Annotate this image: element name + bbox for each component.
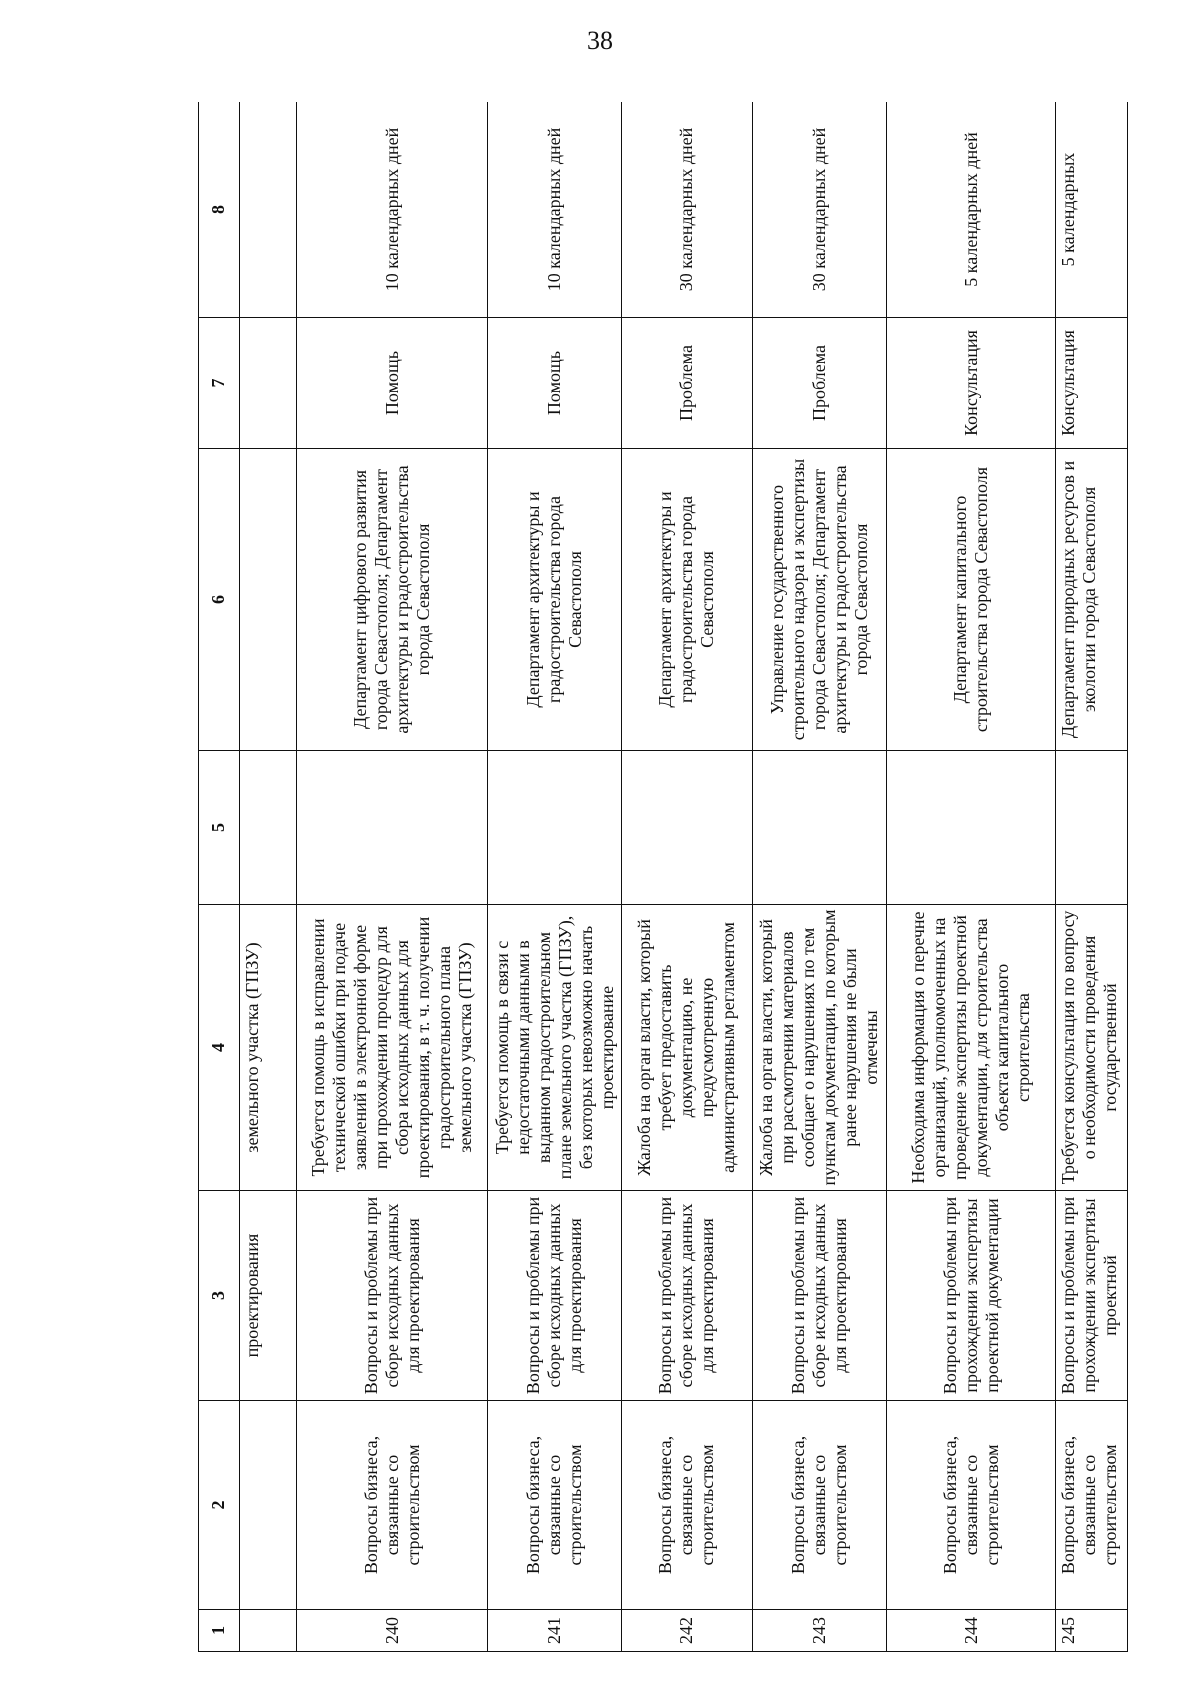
col5-cell (752, 751, 886, 905)
description-cell: Жалоба на орган власти, который при рассмотрении материалов сообщает о нарушениях по тем пунктам документации, по которым ранее нарушения не были отмечены (752, 905, 886, 1191)
topic-cell: Вопросы бизнеса, связанные со строительством (752, 1401, 886, 1610)
authority-cell: Департамент цифрового развития города Севастополя; Департамент архитектуры и градостроительства города Севастополя (297, 449, 488, 751)
row-number: 243 (752, 1610, 886, 1652)
description-cell: Необходима информация о перечне организаций, уполномоченных на проведение экспертизы проектной документации, для строительства объекта капитального строительства (886, 905, 1056, 1191)
cont-cell-5 (239, 751, 296, 905)
table-row (297, 102, 488, 1652)
rotated-table (198, 102, 1128, 1652)
authority-cell: Управление государственного строительного надзора и экспертизы города Севастополя; Департамент архитектуры и градостроительства города Севастополя (752, 449, 886, 751)
col5-cell (1056, 751, 1128, 905)
description-cell: Жалоба на орган власти, который требует предоставить документацию, не предусмотренную административным регламентом (622, 905, 753, 1191)
category-cell: Вопросы и проблемы при сборе исходных данных для проектирования (622, 1191, 753, 1401)
cont-cell-8 (239, 102, 296, 318)
deadline-cell: 5 календарных дней (886, 102, 1056, 318)
col5-cell (297, 751, 488, 905)
rotated-table-viewport (198, 102, 1128, 1652)
table-row (488, 102, 622, 1652)
continuation-row (239, 102, 296, 1652)
row-number: 245 (1056, 1610, 1128, 1652)
topic-cell: Вопросы бизнеса, связанные со строительством (488, 1401, 622, 1610)
topic-cell: Вопросы бизнеса, связанные со строительством (622, 1401, 753, 1610)
cont-cell-3: проектирования (239, 1191, 296, 1401)
cont-cell-1 (239, 1610, 296, 1652)
topic-cell: Вопросы бизнеса, связанные со строительством (1056, 1401, 1128, 1610)
deadline-cell: 30 календарных дней (622, 102, 753, 318)
request-type-cell: Консультация (886, 318, 1056, 449)
col5-cell (488, 751, 622, 905)
cont-cell-4: земельного участка (ГПЗУ) (239, 905, 296, 1191)
col-header-2: 2 (199, 1401, 240, 1610)
category-cell: Вопросы и проблемы при прохождении экспертизы проектной документации (886, 1191, 1056, 1401)
row-number: 244 (886, 1610, 1056, 1652)
table-row (752, 102, 886, 1652)
description-cell: Требуется консультация по вопросу о необходимости проведения государственной (1056, 905, 1128, 1191)
topic-cell: Вопросы бизнеса, связанные со строительством (297, 1401, 488, 1610)
category-cell: Вопросы и проблемы при сборе исходных данных для проектирования (297, 1191, 488, 1401)
row-number: 242 (622, 1610, 753, 1652)
topic-cell: Вопросы бизнеса, связанные со строительством (886, 1401, 1056, 1610)
authority-cell: Департамент природных ресурсов и экологии города Севастополя (1056, 449, 1128, 751)
col-header-4: 4 (199, 905, 240, 1191)
table-row (1056, 102, 1128, 1652)
col-header-3: 3 (199, 1191, 240, 1401)
request-type-cell: Помощь (488, 318, 622, 449)
col-header-1: 1 (199, 1610, 240, 1652)
authority-cell: Департамент архитектуры и градостроительства города Севастополя (488, 449, 622, 751)
cont-cell-6 (239, 449, 296, 751)
request-type-cell: Проблема (622, 318, 753, 449)
table-row (622, 102, 753, 1652)
deadline-cell: 10 календарных дней (297, 102, 488, 318)
cont-cell-7 (239, 318, 296, 449)
deadline-cell: 5 календарных (1056, 102, 1128, 318)
col5-cell (886, 751, 1056, 905)
header-row (199, 102, 240, 1652)
page-number: 38 (587, 26, 613, 55)
category-cell: Вопросы и проблемы при сборе исходных данных для проектирования (752, 1191, 886, 1401)
deadline-cell: 30 календарных дней (752, 102, 886, 318)
row-number: 240 (297, 1610, 488, 1652)
category-cell: Вопросы и проблемы при сборе исходных данных для проектирования (488, 1191, 622, 1401)
services-table (198, 102, 1128, 1652)
col5-cell (622, 751, 753, 905)
request-type-cell: Консультация (1056, 318, 1128, 449)
request-type-cell: Проблема (752, 318, 886, 449)
col-header-6: 6 (199, 449, 240, 751)
description-cell: Требуется помощь в связи с недостаточными данными в выданном градостроительном плане земельного участка (ГПЗУ), без которых невозможно начать проектирование (488, 905, 622, 1191)
cont-cell-2 (239, 1401, 296, 1610)
col-header-7: 7 (199, 318, 240, 449)
table-row (886, 102, 1056, 1652)
category-cell: Вопросы и проблемы при прохождении экспертизы проектной (1056, 1191, 1128, 1401)
col-header-5: 5 (199, 751, 240, 905)
description-cell: Требуется помощь в исправлении технической ошибки при подаче заявлений в электронной форме при прохождении процедур для сбора исходных данных для проектирования, в т. ч. получении градостроительного плана земельного участка (ГПЗУ) (297, 905, 488, 1191)
row-number: 241 (488, 1610, 622, 1652)
authority-cell: Департамент капитального строительства города Севастополя (886, 449, 1056, 751)
col-header-8: 8 (199, 102, 240, 318)
authority-cell: Департамент архитектуры и градостроительства города Севастополя (622, 449, 753, 751)
request-type-cell: Помощь (297, 318, 488, 449)
deadline-cell: 10 календарных дней (488, 102, 622, 318)
